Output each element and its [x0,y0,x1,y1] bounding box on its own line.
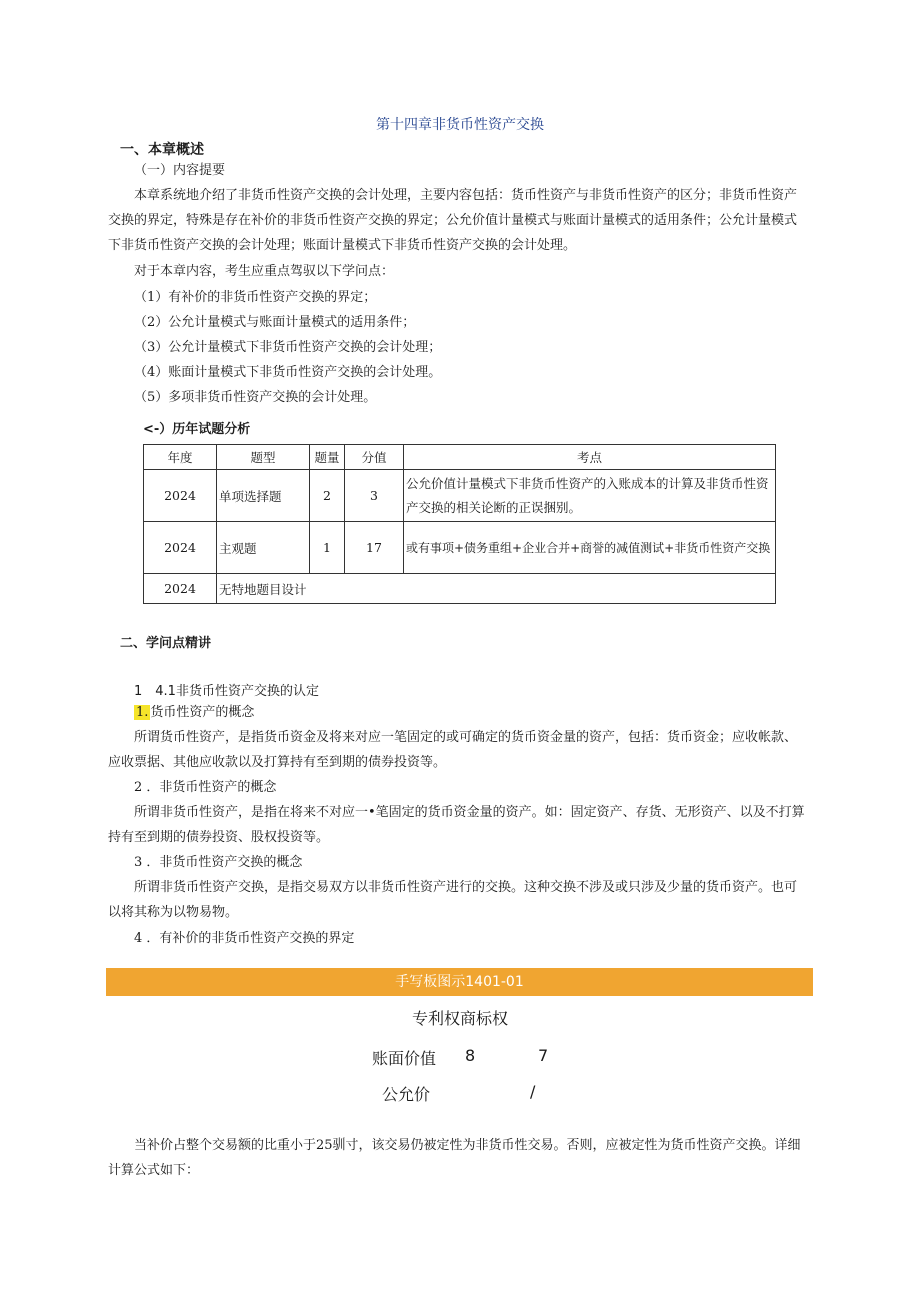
point-item: （1）有补价的非货币性资产交换的界定； [134,290,377,305]
item-number: 2 [134,780,143,795]
exam-analysis-table [143,444,776,604]
item-title-text: ．非货币性资产交换的概念 [146,855,303,870]
fair-value-mark: / [530,1082,536,1101]
section2-heading: 二、学问点精讲 [120,636,212,651]
subsection-content-summary: （一）内容提要 [134,163,226,178]
cell-count: 1 [310,522,345,574]
column-header: 题型 [217,445,310,470]
item-number: 3 [134,855,143,870]
item-title [134,775,276,800]
item-body: 所谓非货币性资产交换，是指交易双方以非货币性资产进行的交换。这种交换不涉及或只涉及少量的货币资产。也可以将其称为以物易物。 [108,880,798,920]
column-header: 考点 [404,445,776,470]
book-value-label: 账面价值 [372,1049,437,1068]
cell-year: 2024 [144,470,217,522]
item-title-text: ．有补价的非货币性资产交换的界定 [146,931,355,946]
handwriting-header: 专利权商标权 [411,1009,508,1028]
cell-point: 或有事项+债务重组+企业合并+商誉的减值测试+非货币性资产交换 [404,522,776,574]
cell-score: 17 [345,522,404,574]
cell-type: 主观题 [217,522,310,574]
cell-type: 单项选择题 [217,470,310,522]
topic-heading: 1 4.1非货币性资产交换的认定 [134,684,319,699]
item-title-text: 货币性资产的概念 [150,705,255,720]
book-value-1: 8 [465,1046,476,1065]
item-title-text: ．非货币性资产的概念 [146,780,277,795]
exam-analysis-heading: <-）历年试题分析 [143,422,251,437]
item-number-highlight: 1. [136,705,149,720]
column-header: 分值 [345,445,404,470]
section1-heading: 一、本章概述 [120,142,204,158]
point-item: （3）公允计量模式下非货币性资产交换的会计处理； [134,340,442,355]
table-row [144,470,776,522]
cell-year: 2024 [144,522,217,574]
item-title [134,700,254,725]
fair-value-label: 公允价 [382,1085,431,1104]
lead-text: 对于本章内容，考生应重点驾驭以下学问点： [134,264,395,279]
point-item: （4）账面计量模式下非货币性资产交换的会计处理。 [134,365,442,380]
cell-point: 公允价值计量模式下非货币性资产的入账成本的计算及非货币性资产交换的相关论断的正误捆别。 [404,470,776,522]
item-body: 所谓非货币性资产，是指在将来不对应一•笔固定的货币资金量的资产。如：固定资产、存货、无形资产、以及不打算持有至到期的债券投资、股权投资等。 [108,805,805,845]
table-row [144,574,776,604]
item-title [134,850,302,875]
item-number: 4 [134,931,143,946]
handwriting-board-banner: 手写板图示1401-01 [106,968,813,996]
cell-type: 无特地题目设计 [217,574,776,604]
table-header-row [144,445,776,470]
cell-count: 2 [310,470,345,522]
cell-score: 3 [345,470,404,522]
point-item: （2）公允计量模式与账面计量模式的适用条件； [134,315,416,330]
item-title [134,926,354,951]
book-value-2: 7 [538,1046,549,1065]
column-header: 年度 [144,445,217,470]
cell-year: 2024 [144,574,217,604]
point-item: （5）多项非货币性资产交换的会计处理。 [134,390,377,405]
intro-paragraph: 本章系统地介绍了非货币性资产交换的会计处理，主要内容包括：货币性资产与非货币性资产的区分；非货币性资产交换的界定，特殊是存在补价的非货币性资产交换的界定；公允价值计量模式与账面计量模式的适用条件；公允计量模式下非货币性资产交换的会计处理；账面计量模式下非货币性资产交换的会计处理。 [108,188,798,253]
item-body: 所谓货币性资产，是指货币资金及将来对应一笔固定的或可确定的货币资金量的资产，包括：货币资金；应收帐款、应收票据、其他应收款以及打算持有至到期的债券投资等。 [108,730,798,770]
closing-paragraph: 当补价占整个交易额的比重小于25驯寸，该交易仍被定性为非货币性交易。否则，应被定性为货币性资产交换。详细计算公式如下： [108,1138,801,1178]
column-header: 题量 [310,445,345,470]
table-row [144,522,776,574]
page-title: 第十四章非货币性资产交换 [376,117,544,133]
